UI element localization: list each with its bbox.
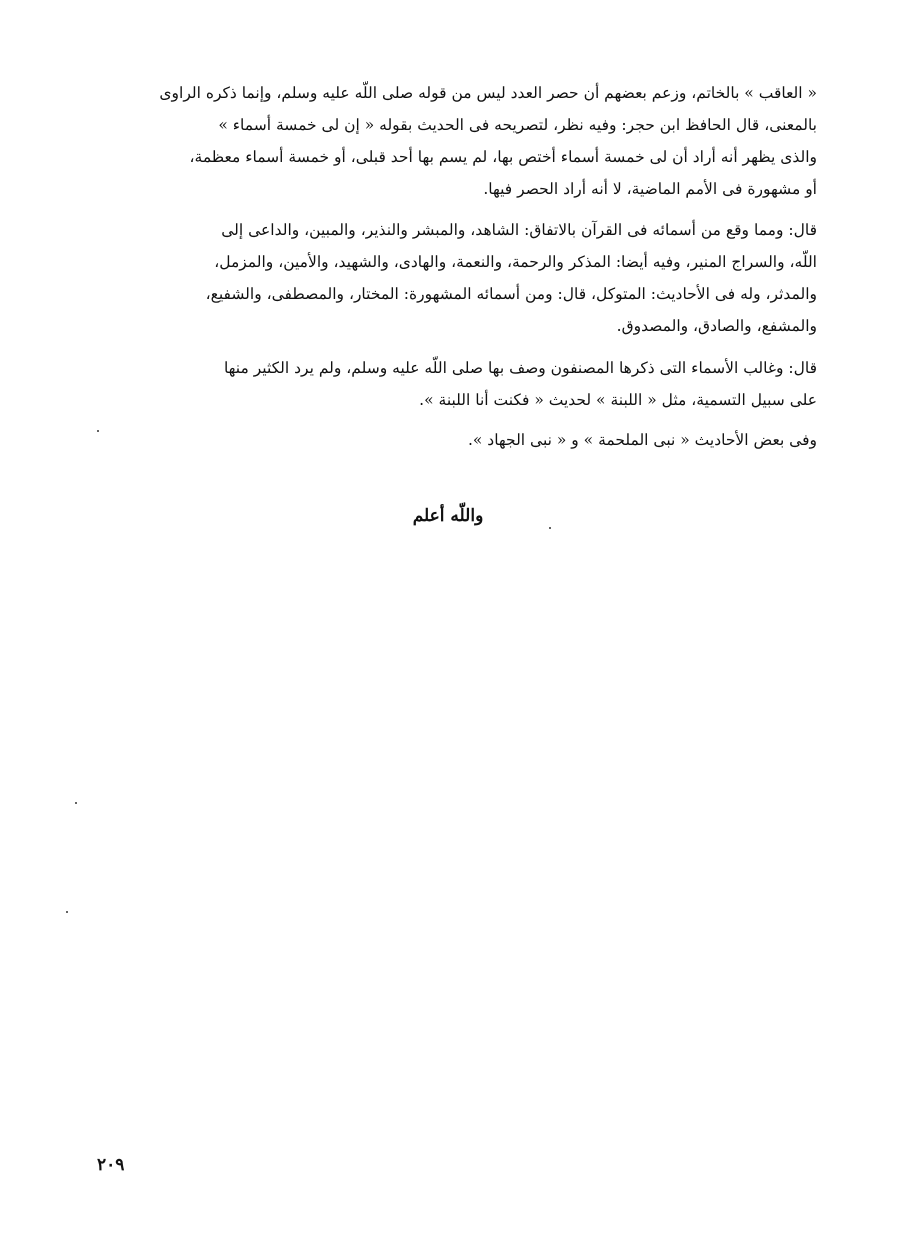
paragraph-4	[101, 424, 817, 456]
text-line: اللّه، والسراج المنير، وفيه أيضا: المذكر والرحمة، والنعمة، والهادى، والشهيد، والأمين، والمزمل،	[214, 253, 817, 271]
text-line: قال: وغالب الأسماء التى ذكرها المصنفون وصف بها صلى اللّه عليه وسلم، ولم يرد الكثير منها	[223, 359, 817, 377]
text-line: « العاقب » بالخاتم، وزعم بعضهم أن حصر العدد ليس من قوله صلى اللّه عليه وسلم، وإنما ذكره الراوى	[159, 84, 817, 102]
page-number: ٢٠٩	[97, 1155, 125, 1175]
text-line: قال: ومما وقع من أسمائه فى القرآن بالاتفاق: الشاهد، والمبشر والنذير، والمبين، والداعى إلى	[221, 221, 817, 239]
text-line: والمدثر، وله فى الأحاديث: المتوكل، قال: ومن أسمائه المشهورة: المختار، والمصطفى، والشفيع،	[205, 285, 817, 303]
closing-phrase	[0, 506, 906, 526]
scan-speck	[97, 430, 99, 432]
paragraph-2	[101, 214, 817, 342]
text-line: والذى يظهر أنه أراد أن لى خمسة أسماء أختص بها، لم يسم بها أحد قبلى، أو خمسة أسماء معظمة،	[189, 148, 817, 166]
text-line: وفى بعض الأحاديث « نبى الملحمة » و « نبى الجهاد ».	[467, 431, 817, 449]
paragraph-3	[101, 352, 817, 416]
text-line: بالمعنى، قال الحافظ ابن حجر: وفيه نظر، لتصريحه فى الحديث بقوله « إن لى خمسة أسماء »	[218, 116, 817, 134]
text-line: أو مشهورة فى الأمم الماضية، لا أنه أراد الحصر فيها.	[483, 180, 817, 198]
scan-speck	[75, 802, 77, 804]
scan-speck	[66, 911, 68, 913]
text-line: على سبيل التسمية، مثل « اللبنة » لحديث « فكنت أنا اللبنة ».	[419, 391, 817, 409]
text-line: والمشفع، والصادق، والمصدوق.	[616, 317, 817, 335]
closing-text: واللّه أعلم	[412, 506, 484, 526]
scan-speck	[549, 527, 551, 529]
paragraph-1	[101, 77, 817, 205]
